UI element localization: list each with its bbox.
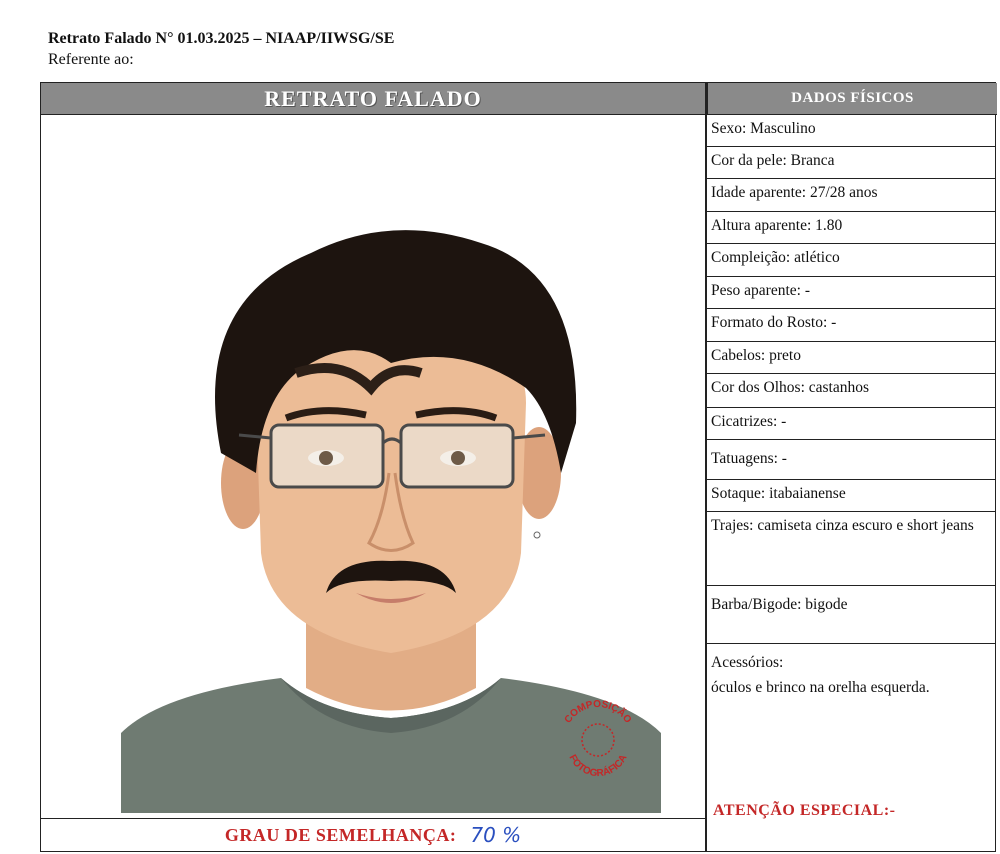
atencao-especial: ATENÇÃO ESPECIAL:- (713, 802, 896, 819)
dados-fisicos-list (707, 115, 995, 790)
form-frame (40, 82, 996, 852)
retrato-falado-header: RETRATO FALADO (41, 83, 705, 115)
grau-semelhanca-value: 70 % (470, 823, 522, 847)
stamp-bottom-text: FOTOGRÁFICA (566, 752, 630, 780)
row-acessorios (707, 644, 995, 790)
row-compleicao: Compleição: atlético (707, 244, 995, 277)
row-sotaque: Sotaque: itabaianense (707, 480, 995, 512)
row-barba-bigode: Barba/Bigode: bigode (707, 586, 995, 644)
row-olhos: Cor dos Olhos: castanhos (707, 374, 995, 408)
acessorios-label: Acessórios: (711, 654, 784, 671)
row-trajes: Trajes: camiseta cinza escuro e short jeans (707, 512, 995, 586)
acessorios-value: óculos e brinco na orelha esquerda. (711, 679, 930, 696)
row-cicatrizes: Cicatrizes: - (707, 408, 995, 440)
document-title: Retrato Falado N° 01.03.2025 – NIAAP/IIWSG/SE (48, 30, 395, 47)
svg-text:COMPOSIÇÃO (563, 699, 634, 726)
row-cabelos: Cabelos: preto (707, 342, 995, 374)
grau-semelhanca-row (41, 818, 705, 851)
row-idade: Idade aparente: 27/28 anos (707, 179, 995, 212)
row-cor-pele: Cor da pele: Branca (707, 147, 995, 179)
row-sexo: Sexo: Masculino (707, 115, 995, 147)
referente-label: Referente ao: (48, 51, 134, 68)
stamp-seal (553, 695, 643, 785)
row-tatuagens: Tatuagens: - (707, 440, 995, 480)
row-peso: Peso aparente: - (707, 277, 995, 309)
stamp-top-text: COMPOSIÇÃO (562, 698, 634, 726)
row-formato-rosto: Formato do Rosto: - (707, 309, 995, 342)
svg-text:FOTOGRÁFICA (567, 753, 630, 779)
grau-semelhanca-label: GRAU DE SEMELHANÇA: (224, 824, 457, 845)
dados-fisicos-header: DADOS FÍSICOS (707, 83, 997, 115)
row-altura: Altura aparente: 1.80 (707, 212, 995, 244)
